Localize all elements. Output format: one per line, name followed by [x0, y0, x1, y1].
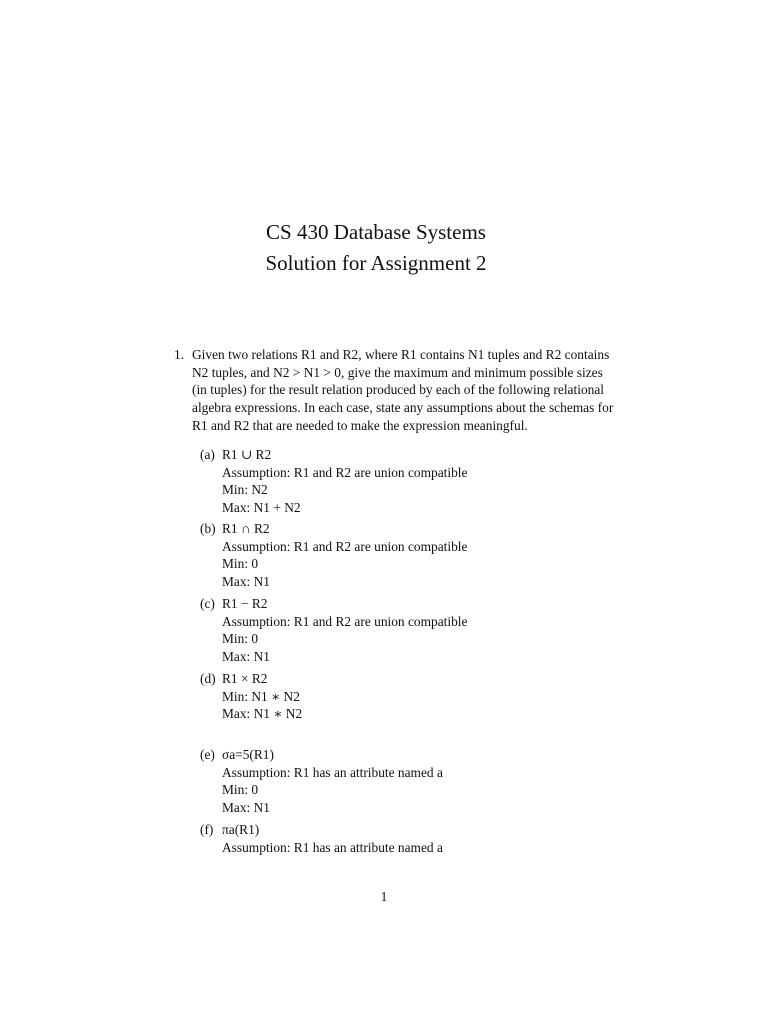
part-e: [200, 746, 600, 817]
page-number: 1: [380, 889, 388, 904]
part-expression: R1 ∩ R2: [222, 521, 270, 536]
part-min: Min: 0: [222, 556, 259, 572]
part-assumption: Assumption: R1 has an attribute named a: [222, 764, 443, 780]
part-assumption: Assumption: R1 has an attribute named a: [222, 839, 443, 855]
problem-statement: Given two relations R1 and R2, where R1 contains N1 tuples and R2 contains N2 tuples, and N2 > N1 > 0, give the maximum and minimum possible sizes (in tuples) for the result relation produced by each of the following relational algebra expressions. In each case, state any assumptions about the schemas for R1 and R2 that are needed to make the expression meaningful.: [192, 347, 614, 433]
part-min: Min: N2: [222, 482, 268, 498]
part-label: (a): [200, 447, 215, 462]
problem-1: [174, 346, 614, 435]
part-b: [200, 520, 600, 591]
part-d: [200, 670, 600, 723]
document-title: [0, 217, 768, 279]
problem-number: 1.: [174, 347, 185, 362]
assignment-title: Solution for Assignment 2: [265, 251, 487, 275]
part-max: Max: N1 ∗ N2: [222, 706, 303, 722]
part-label: (d): [200, 671, 216, 686]
part-c: [200, 595, 600, 666]
part-max: Max: N1 + N2: [222, 500, 301, 516]
part-expression: R1 ∪ R2: [222, 447, 272, 462]
part-label: (e): [200, 747, 215, 762]
part-max: Max: N1: [222, 800, 270, 816]
part-expression: σa=5(R1): [222, 747, 274, 762]
part-label: (f): [200, 822, 214, 837]
part-assumption: Assumption: R1 and R2 are union compatible: [222, 538, 468, 554]
part-min: Min: N1 ∗ N2: [222, 688, 300, 704]
part-label: (c): [200, 596, 215, 611]
part-a: [200, 446, 600, 517]
part-label: (b): [200, 521, 216, 536]
part-assumption: Assumption: R1 and R2 are union compatible: [222, 613, 468, 629]
part-assumption: Assumption: R1 and R2 are union compatible: [222, 464, 468, 480]
part-expression: R1 × R2: [222, 671, 268, 686]
part-max: Max: N1: [222, 574, 270, 590]
part-max: Max: N1: [222, 649, 270, 665]
part-min: Min: 0: [222, 782, 259, 798]
part-min: Min: 0: [222, 631, 259, 647]
part-expression: πa(R1): [222, 822, 260, 837]
course-title: CS 430 Database Systems: [266, 220, 486, 244]
part-expression: R1 − R2: [222, 596, 268, 611]
part-f: [200, 821, 600, 856]
